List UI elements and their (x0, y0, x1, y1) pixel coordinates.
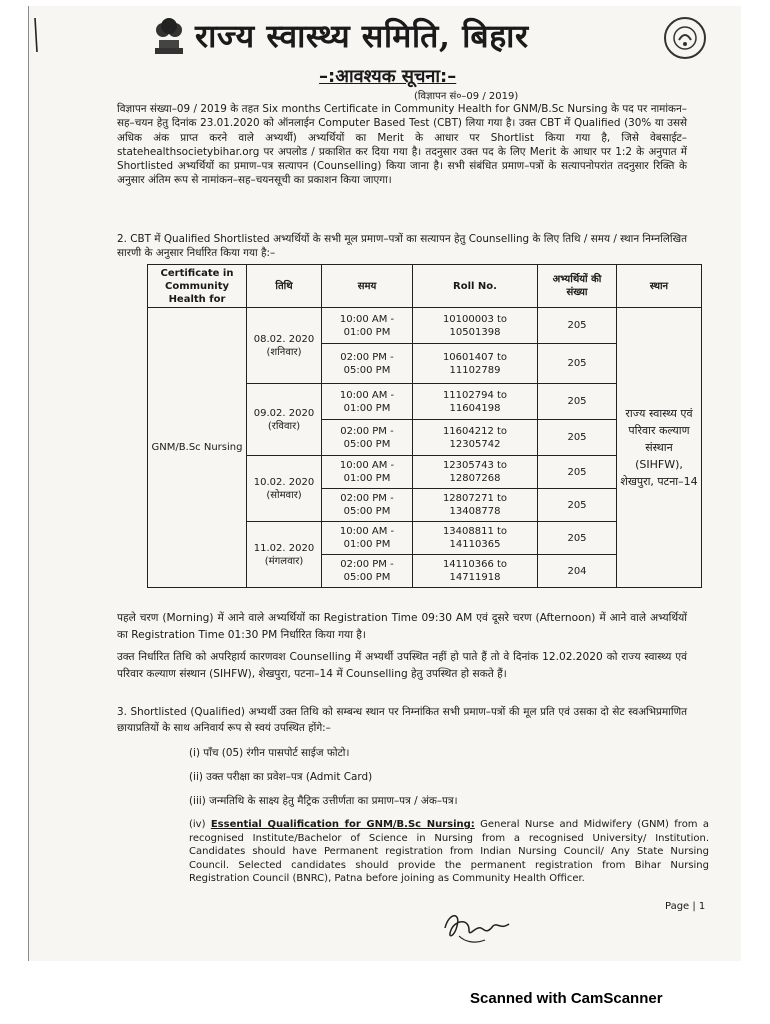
margin-mark (31, 18, 41, 52)
date-cell: 10.02. 2020 (सोमवार) (247, 456, 322, 522)
paragraph-intro: विज्ञापन संख्या–09 / 2019 के तहत Six months Certificate in Community Health for GNM/B.Sc Nursing के पद पर नामांकन–सह–चयन हेतु दिनांक 23.01.2020 को ऑनलाईन Computer Based Test (CBT) लिया गया है। उक्त CBT में Qualified (30% या उससे अधिक अंक प्राप्त करने वाले अभ्यर्थी) अभ्यर्थियों का Merit के आधार पर Shortlist किया गया है, जिसे वेबसाईट–statehealthsocietybihar.org पर अपलोड / प्रकाशित कर दिया गया है। तदनुसार उक्त पद के लिए Merit के आधार पर 1:2 के अनुपात में Shortlisted अभ्यर्थियों का प्रमाण–पत्र सत्यापन (Counselling) किया जाना है। सभी संबंधित प्रमाण–पत्रों के सत्यापनोपरांत तदनुसार रिक्ति के अनुसार अंतिम रूप से नामांकन–सह–चयनसूची का प्रकाशन किया जाएगा। (117, 103, 687, 187)
count-cell: 205 (538, 420, 617, 456)
roll-cell: 11604212 to 12305742 (413, 420, 538, 456)
count-cell: 205 (538, 489, 617, 522)
letterhead (149, 14, 669, 62)
paragraph-counselling: 2. CBT में Qualified Shortlisted अभ्यर्थियों के सभी मूल प्रमाण–पत्रों का सत्यापन हेतु Counselling के लिए तिथि / समय / स्थान निम्नलिखित सारणी के अनुसार निर्धारित किया गया है:– (117, 233, 687, 260)
time-cell: 10:00 AM - 01:00 PM (322, 308, 413, 344)
course-cell: GNM/B.Sc Nursing (148, 308, 247, 588)
nhm-seal-icon (663, 16, 707, 60)
scanner-footer: Scanned with CamScanner (470, 990, 663, 1007)
qualification-heading: Essential Qualification for GNM/B.Sc Nursing: (210, 819, 475, 830)
roll-cell: 14110366 to 14711918 (413, 555, 538, 588)
list-item: (i) पाँच (05) रंगीन पासपोर्ट साईज फोटो। (189, 747, 350, 759)
time-cell: 10:00 AM - 01:00 PM (322, 456, 413, 489)
date-cell: 11.02. 2020 (मंगलवार) (247, 522, 322, 588)
count-cell: 205 (538, 344, 617, 384)
count-cell: 205 (538, 456, 617, 489)
roll-cell: 12305743 to 12807268 (413, 456, 538, 489)
time-cell: 02:00 PM - 05:00 PM (322, 344, 413, 384)
paragraph-alternate-date: उक्त निर्धारित तिथि को अपरिहार्य कारणवश Counselling में अभ्यर्थी उपस्थित नहीं हो पाते हैं तो वे दिनांक 12.02.2020 को राज्य स्वास्थ्य एवं परिवार कल्याण संस्थान (SIHFW), शेखपुरा, पटना–14 में Counselling हेतु उपस्थित हो सकते हैं। (117, 651, 687, 680)
paragraph-registration-time: पहले चरण (Morning) में आने वाले अभ्यर्थियों का Registration Time 09:30 AM एवं दूसरे चरण (Afternoon) में आने वाले अभ्यर्थियों का Registration Time 01:30 PM निर्धारित किया गया है। (117, 612, 687, 641)
paragraph-documents: 3. Shortlisted (Qualified) अभ्यर्थी उक्त तिथि को सम्बन्ध स्थान पर निम्नांकित सभी प्रमाण–पत्रों की मूल प्रति एवं उसका दो सेट स्वअभिप्रमाणित छायाप्रतियों के साथ अनिवार्य रूप से स्वयं उपस्थित होंगे:– (117, 706, 687, 734)
org-title: राज्य स्वास्थ्य समिति, बिहार (195, 17, 529, 55)
count-cell: 204 (538, 555, 617, 588)
schedule-table (147, 264, 702, 588)
header-roll: Roll No. (413, 265, 538, 308)
page-number: Page | 1 (665, 901, 706, 912)
date-cell: 08.02. 2020 (शनिवार) (247, 308, 322, 384)
time-cell: 02:00 PM - 05:00 PM (322, 555, 413, 588)
document-page (28, 6, 741, 961)
time-cell: 02:00 PM - 05:00 PM (322, 489, 413, 522)
header-count: अभ्यर्थियों की संख्या (538, 265, 617, 308)
date-cell: 09.02. 2020 (रविवार) (247, 384, 322, 456)
table-header-row (148, 265, 702, 308)
header-time: समय (322, 265, 413, 308)
time-cell: 02:00 PM - 05:00 PM (322, 420, 413, 456)
count-cell: 205 (538, 308, 617, 344)
ad-number: (विज्ञापन सं०–09 / 2019) (414, 91, 519, 102)
roll-cell: 13408811 to 14110365 (413, 522, 538, 555)
venue-cell: राज्य स्वास्थ्य एवं परिवार कल्याण संस्थान (SIHFW), शेखपुरा, पटना–14 (617, 308, 702, 588)
count-cell: 205 (538, 522, 617, 555)
time-cell: 10:00 AM - 01:00 PM (322, 522, 413, 555)
header-certificate: Certificate in Community Health for (148, 265, 247, 308)
header-venue: स्थान (617, 265, 702, 308)
roll-cell: 12807271 to 13408778 (413, 489, 538, 522)
notice-title: –:आवश्यक सूचना:– (319, 66, 457, 87)
emblem-icon (149, 14, 189, 58)
time-cell: 10:00 AM - 01:00 PM (322, 384, 413, 420)
table-row (148, 308, 702, 344)
count-cell: 205 (538, 384, 617, 420)
header-date: तिथि (247, 265, 322, 308)
roll-cell: 10100003 to 10501398 (413, 308, 538, 344)
list-item: (ii) उक्त परीक्षा का प्रवेश–पत्र (Admit Card) (189, 771, 373, 783)
roll-cell: 10601407 to 11102789 (413, 344, 538, 384)
list-item: (iii) जन्मतिथि के साक्ष्य हेतु मैट्रिक उत्तीर्णता का प्रमाण–पत्र / अंक–पत्र। (189, 795, 458, 807)
signature-icon (439, 906, 519, 950)
roll-cell: 11102794 to 11604198 (413, 384, 538, 420)
list-item-qualification: (iv) Essential Qualification for GNM/B.Sc Nursing: General Nurse and Midwifery (GNM) from a recognised Institute/Bachelor of Science in Nursing from a recognised University/ Institution. Candidates should have Permanent registration from Indian Nursing Council/ Any State Nursing Council. Selected candidates should provide the permanent registration from Bihar Nursing Registration Council (BNRC), Patna before joining as Community Health Officer. (189, 819, 709, 884)
